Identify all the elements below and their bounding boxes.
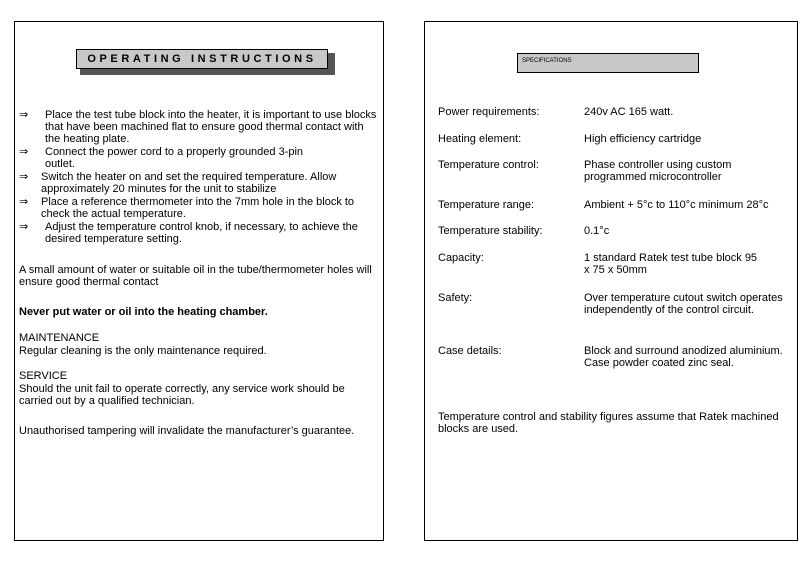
spec-label-temperature-control: Temperature control: bbox=[438, 159, 539, 171]
specifications-title-box bbox=[517, 53, 699, 73]
arrow-bullet-icon: ⇒ bbox=[19, 109, 29, 121]
spec-value-case-details: Block and surround anodized aluminium. Case powder coated zinc seal. bbox=[584, 345, 783, 370]
instruction-step-text: Place a reference thermometer into the 7mm hole in the block to check the actual temperature. bbox=[41, 196, 355, 221]
spec-label-heating-element: Heating element: bbox=[438, 133, 522, 145]
operating-instructions-title: OPERATING INSTRUCTIONS bbox=[87, 53, 317, 65]
spec-label-temperature-stability: Temperature stability: bbox=[438, 225, 543, 237]
operating-instructions-page bbox=[14, 21, 384, 541]
maintenance-heading: MAINTENANCE bbox=[19, 332, 100, 344]
spec-value-temperature-control: Phase controller using custom programmed microcontroller bbox=[584, 159, 732, 184]
specifications-title: SPECIFICATIONS bbox=[522, 58, 572, 64]
spec-label-power: Power requirements: bbox=[438, 106, 540, 118]
oil-note: A small amount of water or suitable oil in the tube/thermometer holes will ensure good thermal contact bbox=[19, 264, 372, 289]
spec-value-safety: Over temperature cutout switch operates independently of the control circuit. bbox=[584, 292, 783, 317]
arrow-bullet-icon: ⇒ bbox=[19, 171, 29, 183]
spec-label-case-details: Case details: bbox=[438, 345, 502, 357]
spec-value-capacity: 1 standard Ratek test tube block 95 x 75 x 50mm bbox=[584, 252, 758, 277]
specifications-page bbox=[424, 21, 798, 541]
instruction-step-text: Connect the power cord to a properly grounded 3-pin outlet. bbox=[45, 146, 304, 171]
specifications-footnote: Temperature control and stability figures assume that Ratek machined blocks are used. bbox=[438, 411, 779, 436]
arrow-bullet-icon: ⇒ bbox=[19, 196, 29, 208]
title-shadow bbox=[80, 53, 335, 75]
service-heading: SERVICE bbox=[19, 370, 68, 382]
maintenance-text: Regular cleaning is the only maintenance required. bbox=[19, 345, 267, 357]
spec-value-power: 240v AC 165 watt. bbox=[584, 106, 674, 118]
service-text: Should the unit fail to operate correctly, any service work should be carried out by a qualified technician. bbox=[19, 383, 345, 408]
operating-instructions-title-box bbox=[76, 49, 328, 69]
heating-chamber-warning: Never put water or oil into the heating chamber. bbox=[19, 306, 268, 318]
instruction-step-text: Place the test tube block into the heater, it is important to use blocks that have been machined flat to ensure good thermal contact with the heating plate. bbox=[45, 109, 377, 146]
instruction-step-text: Adjust the temperature control knob, if necessary, to achieve the desired temperature setting. bbox=[45, 221, 358, 246]
spec-label-temperature-range: Temperature range: bbox=[438, 199, 534, 211]
spec-value-temperature-range: Ambient + 5°c to 110°c minimum 28°c bbox=[584, 199, 769, 211]
spec-label-capacity: Capacity: bbox=[438, 252, 484, 264]
arrow-bullet-icon: ⇒ bbox=[19, 221, 29, 233]
tampering-warning: Unauthorised tampering will invalidate the manufacturer’s guarantee. bbox=[19, 425, 355, 437]
spec-value-temperature-stability: 0.1°c bbox=[584, 225, 610, 237]
spec-label-safety: Safety: bbox=[438, 292, 473, 304]
spec-value-heating-element: High efficiency cartridge bbox=[584, 133, 702, 145]
arrow-bullet-icon: ⇒ bbox=[19, 146, 29, 158]
instruction-step-text: Switch the heater on and set the required temperature. Allow approximately 20 minutes for the unit to stabilize bbox=[41, 171, 337, 196]
